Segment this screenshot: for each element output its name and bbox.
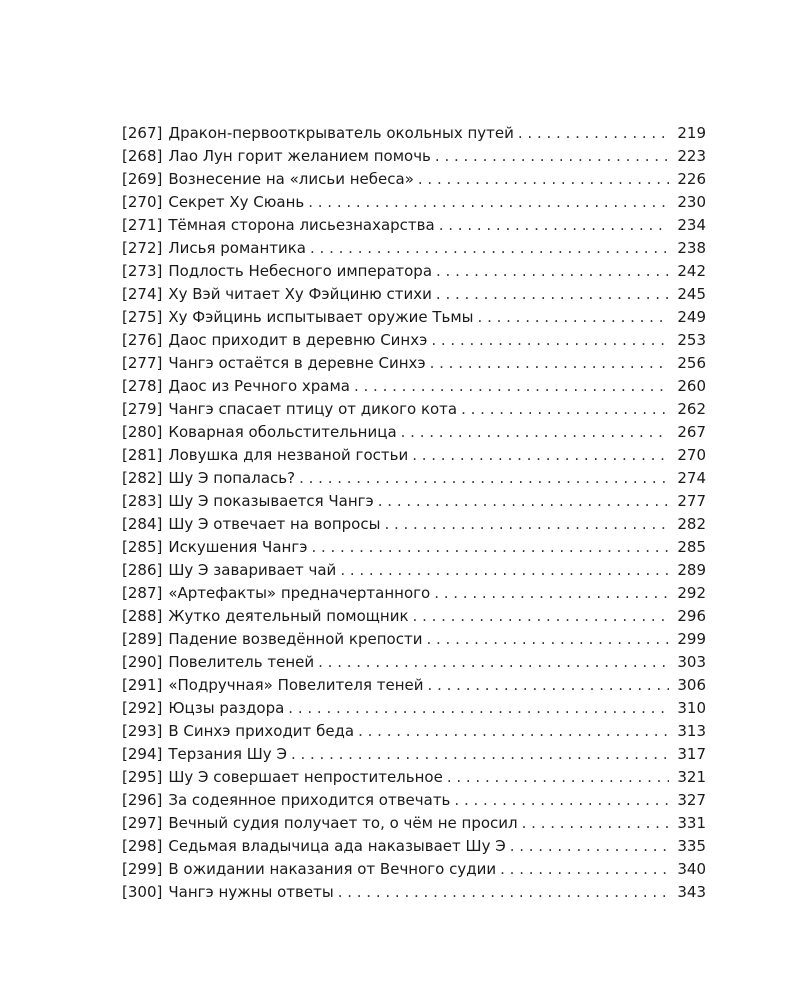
page-number: 267 <box>677 423 706 441</box>
toc-entry <box>122 559 706 582</box>
chapter-title: Юцзы раздора <box>168 699 285 717</box>
toc-entry <box>122 352 706 375</box>
dot-leader <box>454 789 669 812</box>
page-number: 331 <box>677 814 706 832</box>
page-number: 226 <box>677 170 706 188</box>
dot-leader <box>291 743 669 766</box>
dot-leader <box>426 628 669 651</box>
chapter-number: [296] <box>122 791 163 809</box>
chapter-title: «Подручная» Повелителя теней <box>168 676 424 694</box>
toc-entry <box>122 398 706 421</box>
chapter-title: Седьмая владычица ада наказывает Шу Э <box>168 837 506 855</box>
page-number: 317 <box>677 745 706 763</box>
dot-leader <box>354 375 669 398</box>
chapter-number: [273] <box>122 262 163 280</box>
dot-leader <box>478 306 669 329</box>
dot-leader <box>299 467 669 490</box>
page-number: 253 <box>677 331 706 349</box>
chapter-title: Жутко деятельный помощник <box>168 607 409 625</box>
toc-entry <box>122 145 706 168</box>
chapter-number: [289] <box>122 630 163 648</box>
toc-entry <box>122 375 706 398</box>
page-number: 335 <box>677 837 706 855</box>
chapter-title: Вечный судия получает то, о чём не просил <box>168 814 518 832</box>
chapter-title: Шу Э попалась? <box>168 469 296 487</box>
dot-leader <box>439 214 669 237</box>
toc-entry <box>122 651 706 674</box>
dot-leader <box>436 283 669 306</box>
page-number: 256 <box>677 354 706 372</box>
chapter-title: Повелитель теней <box>168 653 315 671</box>
chapter-title: Ху Фэйцинь испытывает оружие Тьмы <box>168 308 474 326</box>
chapter-number: [286] <box>122 561 163 579</box>
chapter-number: [300] <box>122 883 163 901</box>
chapter-number: [274] <box>122 285 163 303</box>
page-number: 260 <box>677 377 706 395</box>
dot-leader <box>288 697 669 720</box>
dot-leader <box>418 168 669 191</box>
chapter-number: [275] <box>122 308 163 326</box>
dot-leader <box>500 858 669 881</box>
chapter-number: [291] <box>122 676 163 694</box>
toc-entry <box>122 766 706 789</box>
chapter-number: [272] <box>122 239 163 257</box>
dot-leader <box>430 352 669 375</box>
chapter-title: Ловушка для незваной гостьи <box>168 446 409 464</box>
page-number: 296 <box>677 607 706 625</box>
dot-leader <box>308 191 669 214</box>
chapter-title: Шу Э совершает непростительное <box>168 768 443 786</box>
chapter-number: [282] <box>122 469 163 487</box>
toc-entry <box>122 513 706 536</box>
chapter-title: Вознесение на «лисьи небеса» <box>168 170 414 188</box>
chapter-title: Лисья романтика <box>168 239 307 257</box>
chapter-title: Шу Э показывается Чангэ <box>168 492 374 510</box>
page-number: 310 <box>677 699 706 717</box>
page-number: 303 <box>677 653 706 671</box>
chapter-title: Чангэ спасает птицу от дикого кота <box>168 400 458 418</box>
dot-leader <box>435 145 669 168</box>
dot-leader <box>518 122 669 145</box>
toc-entry <box>122 858 706 881</box>
toc-entry <box>122 421 706 444</box>
toc-entry <box>122 260 706 283</box>
toc-entry <box>122 467 706 490</box>
toc-entry <box>122 122 706 145</box>
toc-entry <box>122 582 706 605</box>
chapter-title: Шу Э заваривает чай <box>168 561 337 579</box>
chapter-title: Терзания Шу Э <box>168 745 287 763</box>
page-number: 321 <box>677 768 706 786</box>
chapter-title: Чангэ нужны ответы <box>168 883 334 901</box>
chapter-title: Подлость Небесного императора <box>168 262 433 280</box>
chapter-number: [270] <box>122 193 163 211</box>
page-number: 343 <box>677 883 706 901</box>
chapter-number: [290] <box>122 653 163 671</box>
toc-entry <box>122 743 706 766</box>
dot-leader <box>340 559 669 582</box>
toc-entry <box>122 168 706 191</box>
page-number: 327 <box>677 791 706 809</box>
toc-entry <box>122 237 706 260</box>
dot-leader <box>510 835 669 858</box>
toc-entry <box>122 329 706 352</box>
chapter-number: [288] <box>122 607 163 625</box>
chapter-title: Лао Лун горит желанием помочь <box>168 147 431 165</box>
toc-entry <box>122 536 706 559</box>
chapter-title: Даос приходит в деревню Синхэ <box>168 331 428 349</box>
dot-leader <box>522 812 669 835</box>
chapter-title: В Синхэ приходит беда <box>168 722 355 740</box>
chapter-number: [293] <box>122 722 163 740</box>
toc-entry <box>122 881 706 904</box>
page-number: 238 <box>677 239 706 257</box>
page-number: 282 <box>677 515 706 533</box>
toc-entry <box>122 490 706 513</box>
dot-leader <box>434 582 669 605</box>
chapter-title: Падение возведённой крепости <box>168 630 423 648</box>
chapter-title: В ожидании наказания от Вечного судии <box>168 860 497 878</box>
dot-leader <box>318 651 669 674</box>
chapter-title: Дракон-первооткрыватель окольных путей <box>168 124 514 142</box>
chapter-number: [276] <box>122 331 163 349</box>
chapter-number: [278] <box>122 377 163 395</box>
toc-entry <box>122 720 706 743</box>
page-number: 274 <box>677 469 706 487</box>
page-number: 270 <box>677 446 706 464</box>
dot-leader <box>413 605 669 628</box>
chapter-number: [268] <box>122 147 163 165</box>
chapter-number: [284] <box>122 515 163 533</box>
chapter-title: Даос из Речного храма <box>168 377 350 395</box>
page-number: 245 <box>677 285 706 303</box>
chapter-title: Ху Вэй читает Ху Фэйциню стихи <box>168 285 432 303</box>
toc-entry <box>122 444 706 467</box>
chapter-number: [285] <box>122 538 163 556</box>
chapter-title: Коварная обольстительница <box>168 423 397 441</box>
dot-leader <box>358 720 669 743</box>
dot-leader <box>431 329 669 352</box>
chapter-number: [280] <box>122 423 163 441</box>
toc-entry <box>122 789 706 812</box>
page-number: 223 <box>677 147 706 165</box>
page-number: 289 <box>677 561 706 579</box>
dot-leader <box>461 398 669 421</box>
chapter-number: [292] <box>122 699 163 717</box>
page-number: 306 <box>677 676 706 694</box>
chapter-title: Чангэ остаётся в деревне Синхэ <box>168 354 426 372</box>
chapter-number: [267] <box>122 124 163 142</box>
chapter-title: Тёмная сторона лисьезнахарства <box>168 216 435 234</box>
dot-leader <box>384 513 669 536</box>
chapter-number: [297] <box>122 814 163 832</box>
chapter-title: Секрет Ху Сюань <box>168 193 305 211</box>
chapter-number: [298] <box>122 837 163 855</box>
dot-leader <box>310 237 669 260</box>
dot-leader <box>378 490 669 513</box>
dot-leader <box>428 674 669 697</box>
page-number: 313 <box>677 722 706 740</box>
page-number: 242 <box>677 262 706 280</box>
dot-leader <box>311 536 669 559</box>
chapter-number: [299] <box>122 860 163 878</box>
table-of-contents <box>122 122 706 904</box>
page-number: 234 <box>677 216 706 234</box>
chapter-number: [283] <box>122 492 163 510</box>
page-number: 262 <box>677 400 706 418</box>
chapter-title: Шу Э отвечает на вопросы <box>168 515 381 533</box>
chapter-number: [281] <box>122 446 163 464</box>
chapter-title: «Артефакты» предначертанного <box>168 584 431 602</box>
dot-leader <box>338 881 669 904</box>
page-number: 249 <box>677 308 706 326</box>
chapter-number: [269] <box>122 170 163 188</box>
chapter-title: Искушения Чангэ <box>168 538 308 556</box>
page-number: 292 <box>677 584 706 602</box>
toc-entry <box>122 674 706 697</box>
chapter-number: [271] <box>122 216 163 234</box>
chapter-number: [294] <box>122 745 163 763</box>
dot-leader <box>436 260 669 283</box>
chapter-number: [277] <box>122 354 163 372</box>
page-number: 340 <box>677 860 706 878</box>
chapter-title: За содеянное приходится отвечать <box>168 791 451 809</box>
toc-entry <box>122 835 706 858</box>
chapter-number: [279] <box>122 400 163 418</box>
dot-leader <box>401 421 669 444</box>
page-number: 285 <box>677 538 706 556</box>
page-number: 219 <box>677 124 706 142</box>
toc-entry <box>122 605 706 628</box>
dot-leader <box>412 444 669 467</box>
toc-entry <box>122 697 706 720</box>
dot-leader <box>447 766 669 789</box>
page-number: 277 <box>677 492 706 510</box>
page-number: 230 <box>677 193 706 211</box>
toc-entry <box>122 812 706 835</box>
toc-entry <box>122 306 706 329</box>
toc-entry <box>122 628 706 651</box>
toc-entry <box>122 191 706 214</box>
chapter-number: [287] <box>122 584 163 602</box>
toc-entry <box>122 283 706 306</box>
page-number: 299 <box>677 630 706 648</box>
chapter-number: [295] <box>122 768 163 786</box>
toc-entry <box>122 214 706 237</box>
